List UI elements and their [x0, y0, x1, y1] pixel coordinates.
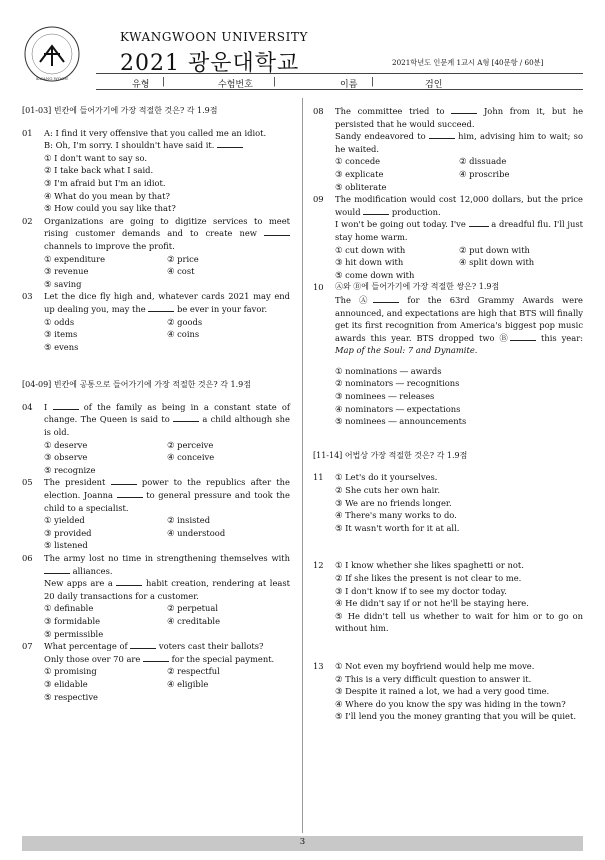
- option[interactable]: ⑤ nominees ― announcements: [335, 416, 467, 427]
- option[interactable]: ④ cost: [167, 266, 195, 277]
- option[interactable]: ⑤ obliterate: [335, 181, 387, 192]
- field-exam-number: 수험번호: [218, 80, 253, 90]
- answer-blank: [53, 402, 79, 410]
- option[interactable]: ④ split down with: [459, 257, 535, 268]
- section-title: [01-03] 빈칸에 들어가기에 가장 적절한 것은? 각 1.9점: [22, 106, 218, 115]
- question-text: for the special payment.: [171, 653, 275, 664]
- question-13: [313, 660, 583, 723]
- column-divider: [302, 98, 303, 833]
- option[interactable]: ⑤ recognize: [44, 464, 96, 475]
- question-text: The modification would cost 12,000 dollars, but the price would: [335, 194, 583, 217]
- field-separator: |: [371, 77, 375, 87]
- option[interactable]: ④ Where do you know the spy was hiding in the town?: [335, 698, 566, 709]
- option[interactable]: ② respectful: [167, 666, 220, 677]
- option[interactable]: ① nominations ― awards: [335, 365, 442, 376]
- answer-blank: [116, 578, 142, 586]
- option[interactable]: ③ nominees ― releases: [335, 391, 435, 402]
- option[interactable]: ③ We are no friends longer.: [335, 497, 452, 508]
- option[interactable]: ④ What do you mean by that?: [44, 190, 170, 201]
- question-text: of the family as being in a constant state of change. The Queen is said to: [44, 401, 290, 425]
- field-name: 이름: [340, 80, 358, 90]
- option[interactable]: ⑤ listened: [44, 540, 88, 551]
- question-02: [22, 215, 290, 291]
- option[interactable]: ⑤ permissible: [44, 628, 104, 639]
- question-text: Only those over 70 are: [44, 653, 141, 664]
- question-05: [22, 476, 290, 552]
- option[interactable]: ① concede: [335, 156, 381, 167]
- field-type: 유형: [132, 80, 150, 90]
- option[interactable]: ③ provided: [44, 527, 92, 538]
- dialogue-line-a: A: I find it very offensive that you called me an idiot.: [44, 127, 267, 138]
- question-text: New apps are a: [44, 578, 113, 589]
- option[interactable]: ③ formidable: [44, 615, 101, 626]
- option[interactable]: ⑤ It wasn't worth for it at all.: [335, 522, 460, 533]
- question-text: The army lost no time in strengthening themselves with: [44, 553, 290, 563]
- question-number: 12: [313, 560, 324, 571]
- answer-blank: [117, 490, 143, 498]
- option[interactable]: ④ He didn't say if or not he'll be staying here.: [335, 598, 529, 609]
- option[interactable]: ⑤ saving: [44, 278, 82, 289]
- option[interactable]: ④ understood: [167, 527, 226, 538]
- option[interactable]: ② put down with: [459, 244, 530, 255]
- option[interactable]: ⑤ I'll lend you the money granting that you will be quiet.: [335, 711, 576, 722]
- left-column: [22, 105, 290, 703]
- option[interactable]: ① I don't want to say so.: [44, 152, 148, 163]
- album-titles: Map of the Soul: 7 and Dynamite.: [335, 345, 478, 356]
- university-name-en: KWANGWOON UNIVERSITY: [120, 30, 309, 44]
- question-number: 09: [313, 194, 324, 205]
- question-04: [22, 401, 290, 477]
- question-text: a child although she is old.: [44, 414, 290, 438]
- option[interactable]: ① definable: [44, 603, 94, 614]
- question-text: What percentage of: [44, 641, 128, 652]
- answer-blank: [469, 219, 489, 227]
- question-text: habit creation, rendering at least 20 daily transactions for a customer.: [44, 578, 291, 601]
- university-logo: [22, 24, 82, 86]
- option[interactable]: ④ eligible: [167, 678, 209, 689]
- question-number: 07: [22, 641, 33, 652]
- question-12: [313, 559, 583, 635]
- option[interactable]: ① odds: [44, 316, 75, 327]
- answer-blank: [130, 641, 156, 649]
- question-number: 10: [313, 282, 324, 293]
- question-text: voters cast their ballots?: [158, 641, 264, 652]
- option[interactable]: ② goods: [167, 316, 203, 327]
- option[interactable]: ④ proscribe: [459, 168, 510, 179]
- answer-blank: [264, 228, 290, 236]
- option[interactable]: ③ observe: [44, 452, 88, 463]
- question-number: 05: [22, 477, 33, 488]
- option[interactable]: ⑤ evens: [44, 341, 79, 352]
- question-text: a dreadful flu. I'll just stay home warm.: [335, 219, 583, 242]
- option[interactable]: ② insisted: [167, 515, 211, 526]
- option[interactable]: ③ elidable: [44, 678, 88, 689]
- question-number: 11: [313, 472, 324, 483]
- question-text: John from it, but he persisted that he would succeed.: [335, 106, 584, 129]
- question-text: him, advising him to wait; so he waited.: [335, 131, 583, 154]
- question-10: [313, 281, 583, 428]
- question-text: Let the dice fly high and, whatever cards 2021 may end up dealing you, may the: [44, 291, 290, 314]
- question-07: [22, 640, 290, 703]
- option[interactable]: ③ I don't know if to see my doctor today.: [335, 585, 507, 596]
- question-text: be ever in your favor.: [176, 303, 268, 314]
- option[interactable]: ③ revenue: [44, 266, 89, 277]
- field-separator: |: [273, 77, 277, 87]
- option[interactable]: ⑤ respective: [44, 691, 98, 702]
- question-text: this year:: [540, 332, 583, 343]
- question-text: Organizations are going to digitize services to meet rising customer demands and to create new: [44, 215, 290, 239]
- question-09: [313, 193, 583, 281]
- question-text: power to the republics after the election. Joanna: [44, 477, 290, 501]
- answer-blank: [451, 106, 477, 114]
- question-text: alliances.: [72, 565, 113, 576]
- answer-blank-a: [373, 295, 399, 303]
- option[interactable]: ② dissuade: [459, 156, 507, 167]
- question-number: 02: [22, 215, 33, 226]
- question-number: 06: [22, 553, 33, 563]
- question-text: for the 63rd Grammy Awards were announced, and expectations are high that BTS will finally get its first recognition from America's biggest pop music awards this year. BTS dropped two Ⓑ: [335, 294, 583, 343]
- option[interactable]: ③ I'm afraid but I'm an idiot.: [44, 177, 166, 188]
- question-text: to general pressure and took the child to a specialist.: [44, 490, 290, 513]
- dialogue-line-b: B: Oh, I'm sorry. I shouldn't have said it.: [44, 140, 215, 151]
- question-text: I: [44, 401, 48, 412]
- option[interactable]: ① Not even my boyfriend would help me move.: [335, 660, 535, 671]
- answer-blank: [111, 477, 137, 485]
- option[interactable]: ③ Despite it rained a lot, we had a very good time.: [335, 686, 550, 697]
- header-rule-top: [96, 73, 583, 74]
- question-text: Sandy endeavored to: [335, 131, 426, 142]
- question-number: 08: [313, 106, 324, 116]
- option[interactable]: ① yielded: [44, 515, 85, 526]
- question-number: 04: [22, 401, 33, 412]
- option[interactable]: ① I know whether she likes spaghetti or not.: [335, 560, 524, 571]
- question-number: 01: [22, 127, 33, 138]
- question-text: channels to improve the profit.: [44, 240, 175, 251]
- option[interactable]: ③ explicate: [335, 168, 384, 179]
- option[interactable]: ③ hit down with: [335, 257, 404, 268]
- logo-text: KWANG WOON: [36, 76, 68, 81]
- option[interactable]: ② If she likes the present is not clear to me.: [335, 573, 522, 583]
- option[interactable]: ① Let's do it yourselves.: [335, 472, 438, 483]
- option[interactable]: ③ items: [44, 329, 78, 340]
- answer-blank: [429, 131, 455, 139]
- exam-info: 2021학년도 인문계 1교시 A형 [40문항 / 60분]: [392, 58, 544, 67]
- question-text: The Ⓐ: [335, 294, 374, 305]
- question-text: production.: [391, 206, 441, 217]
- question-text: I won't be going out today. I've: [335, 219, 466, 230]
- question-number: 03: [22, 291, 33, 302]
- answer-blank: [173, 414, 199, 422]
- option[interactable]: ② price: [167, 253, 199, 264]
- option[interactable]: ② This is a very difficult question to answer it.: [335, 673, 532, 684]
- option[interactable]: ⑤ How could you say like that?: [44, 203, 176, 214]
- question-08: [313, 105, 583, 193]
- option[interactable]: ⑤ He didn't tell us whether to wait for him or to go on without him.: [335, 610, 583, 634]
- option[interactable]: ② nominators ― recognitions: [335, 378, 460, 389]
- question-11: [313, 471, 583, 534]
- answer-blank: [217, 140, 243, 148]
- answer-blank: [143, 654, 169, 662]
- question-text: The committee tried to: [335, 106, 445, 116]
- header-rule-bottom: [96, 89, 583, 90]
- question-number: 13: [313, 660, 324, 671]
- question-text: The president: [44, 477, 106, 488]
- option[interactable]: ② perceive: [167, 439, 214, 450]
- page-number: 3: [299, 837, 306, 847]
- option[interactable]: ④ coins: [167, 329, 200, 340]
- field-stamp: 검인: [425, 80, 443, 90]
- question-06: [22, 552, 290, 640]
- question-01: [22, 127, 290, 215]
- option[interactable]: ⑤ come down with: [335, 269, 415, 280]
- option[interactable]: ④ There's many works to do.: [335, 510, 457, 521]
- option[interactable]: ④ creditable: [167, 615, 221, 626]
- option[interactable]: ② perpetual: [167, 603, 219, 614]
- option[interactable]: ④ conceive: [167, 452, 215, 463]
- answer-blank-b: [510, 333, 536, 341]
- right-column: [313, 105, 583, 723]
- question-instruction: Ⓐ와 Ⓑ에 들어가기에 가장 적절한 쌍은? 1.9점: [335, 282, 500, 292]
- page-footer: [22, 836, 583, 851]
- option[interactable]: ② She cuts her own hair.: [335, 485, 441, 496]
- field-separator: |: [162, 77, 166, 87]
- option[interactable]: ① promising: [44, 666, 97, 677]
- option[interactable]: ① deserve: [44, 439, 88, 450]
- option[interactable]: ② I take back what I said.: [44, 165, 154, 176]
- question-03: [22, 290, 290, 353]
- answer-blank: [44, 566, 70, 574]
- option[interactable]: ① cut down with: [335, 244, 406, 255]
- option[interactable]: ① expenditure: [44, 253, 106, 264]
- section-title: [11-14] 어법상 가장 적절한 것은? 각 1.9점: [313, 450, 468, 460]
- answer-blank: [363, 207, 389, 215]
- university-title: 2021 광운대학교: [120, 51, 300, 76]
- answer-blank: [148, 304, 174, 312]
- section-title: [04-09] 빈칸에 공통으로 들어가기에 가장 적절한 것은? 각 1.9점: [22, 380, 251, 390]
- option[interactable]: ④ nominators ― expectations: [335, 403, 461, 414]
